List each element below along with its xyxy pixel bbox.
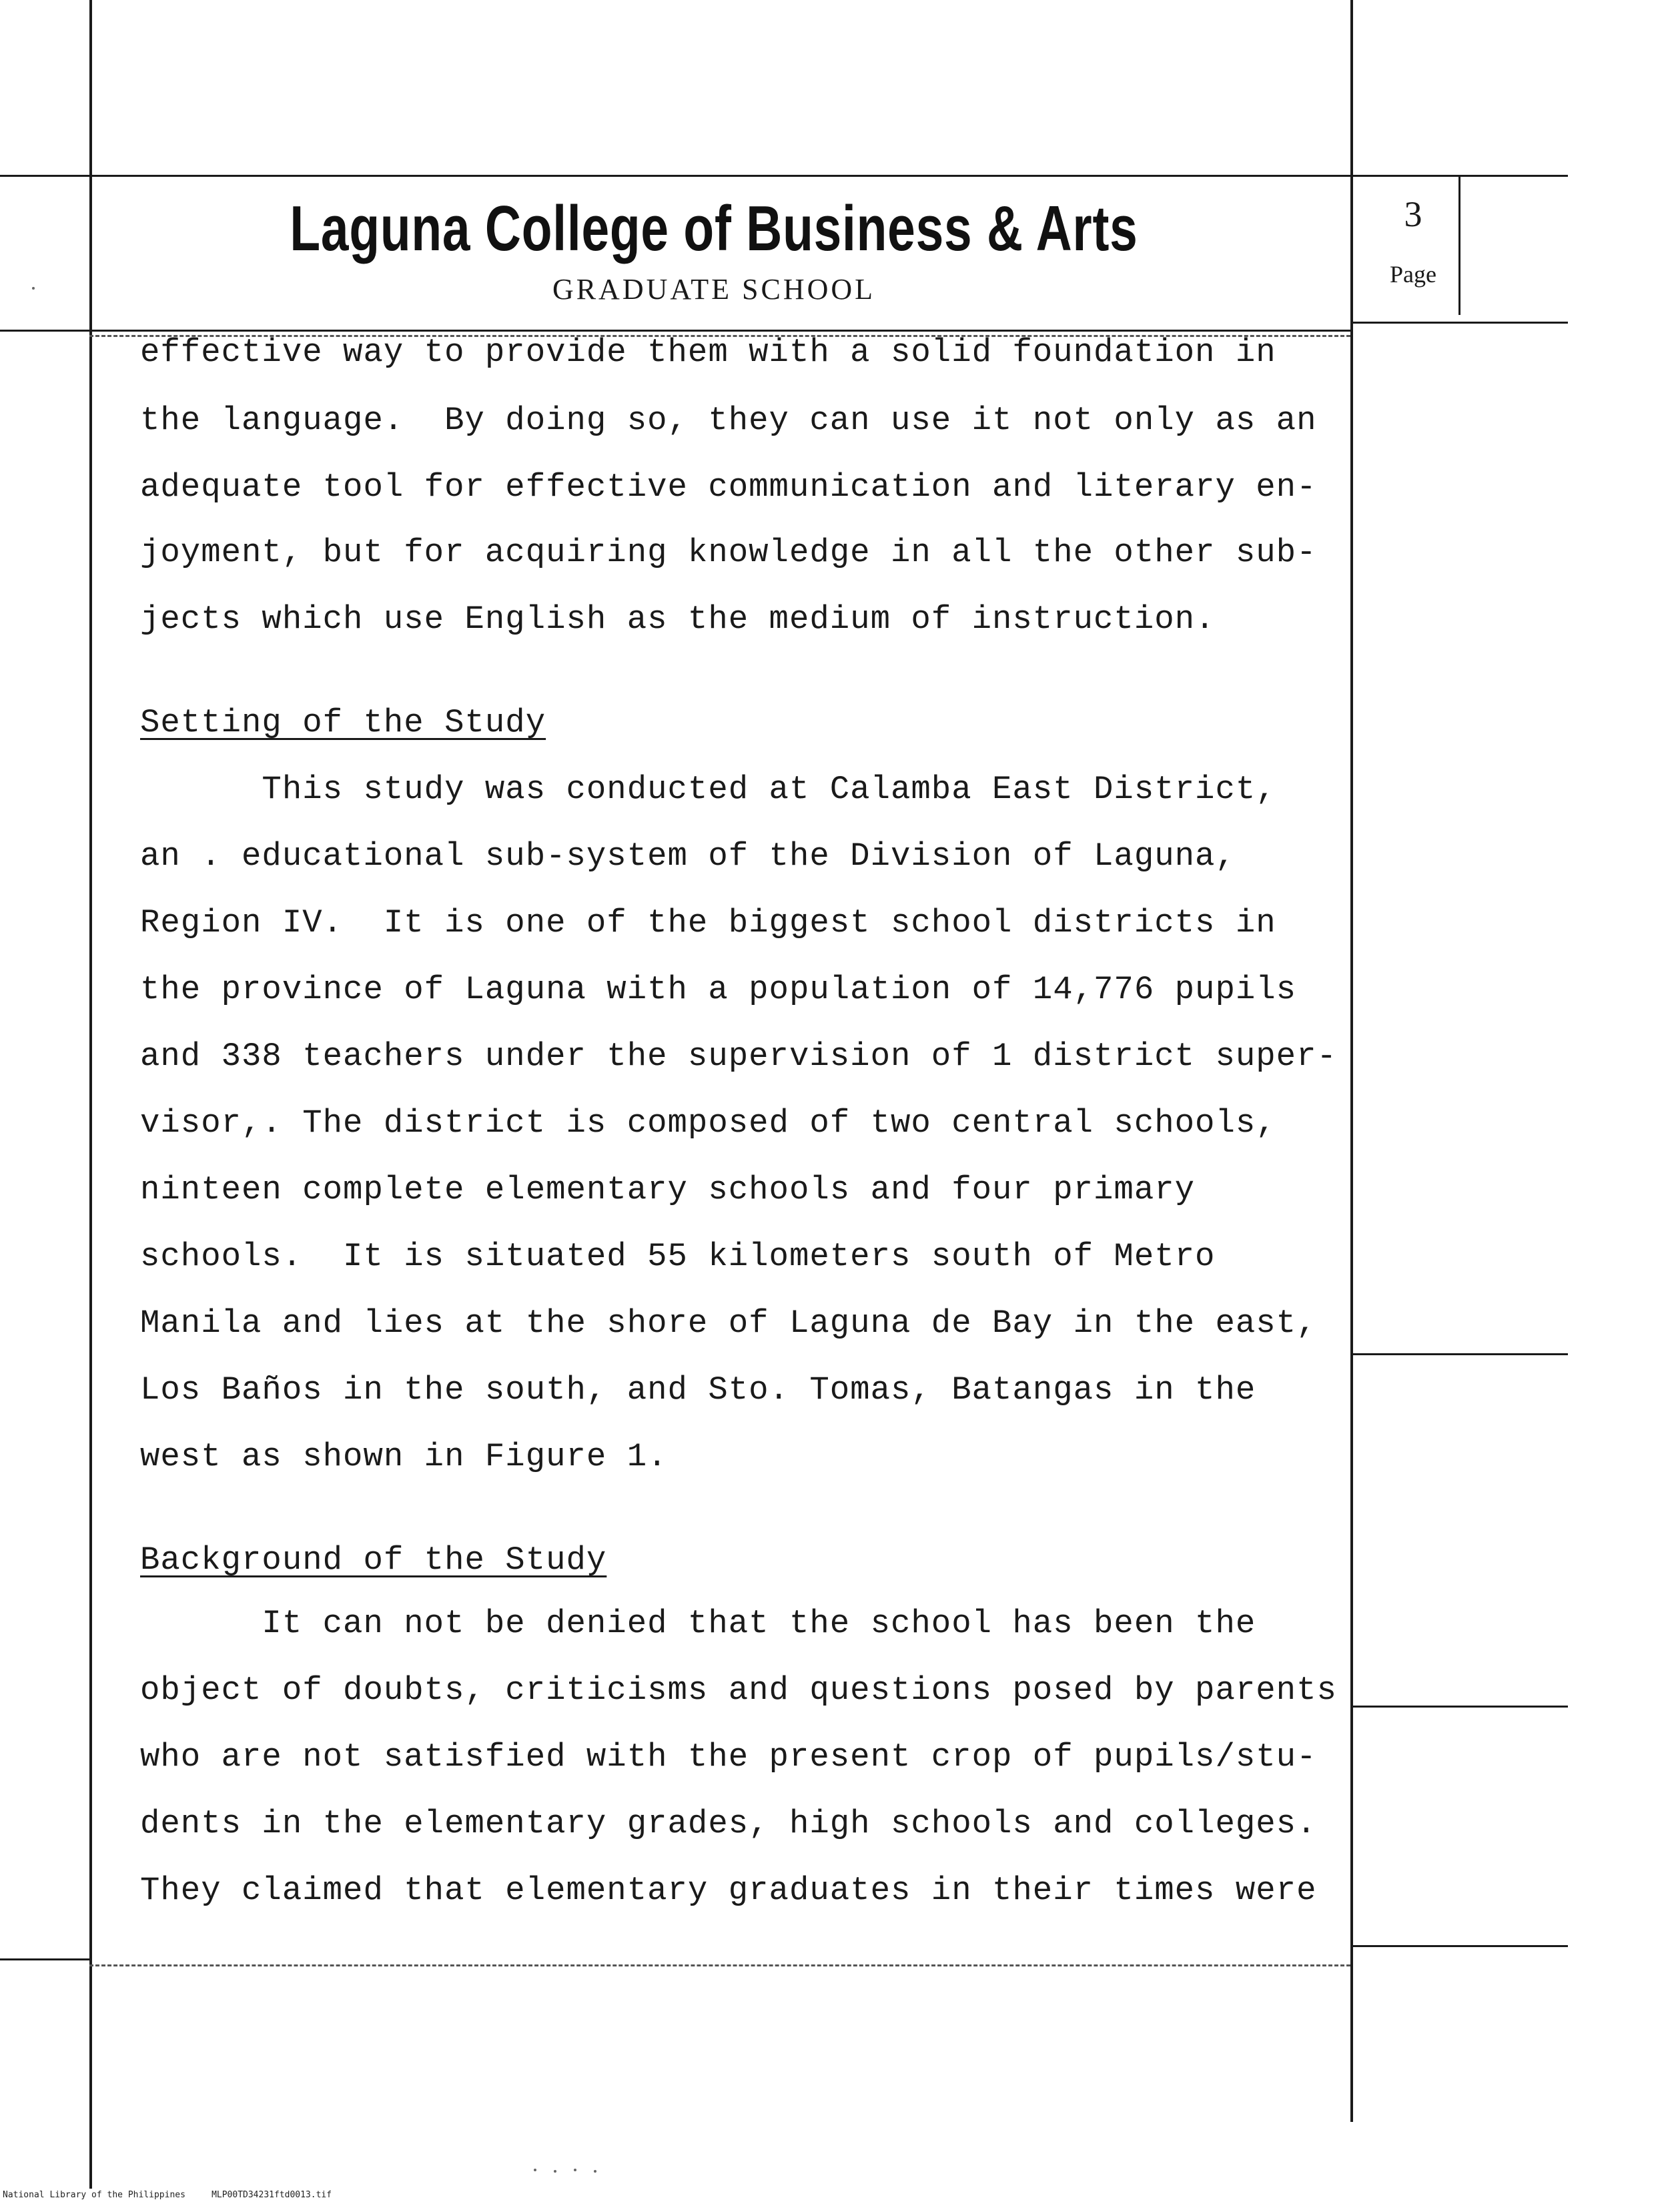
page-box-rule: [1458, 175, 1460, 315]
graduate-school-label: GRADUATE SCHOOL: [552, 273, 876, 306]
text-line: jects which use English as the medium of instruction.: [140, 601, 1216, 638]
text-line: adequate tool for effective communication and literary en-: [140, 468, 1317, 506]
footer-rule-left: [0, 1958, 89, 1960]
right-margin-rule: [1350, 0, 1353, 2122]
text-line: the language. By doing so, they can use it not only as an: [140, 402, 1317, 439]
text-line: west as shown in Figure 1.: [140, 1438, 668, 1475]
text-line: dents in the elementary grades, high schools and colleges.: [140, 1805, 1317, 1842]
left-margin-rule: [89, 0, 92, 2189]
page-number: 3: [1404, 194, 1422, 234]
right-mark-rule-2: [1353, 1706, 1568, 1708]
scan-speck: [594, 2170, 596, 2173]
archive-footer: National Library of the Philippines MLP00TD34231ftd0013.tif: [3, 2190, 332, 2200]
text-line: Manila and lies at the shore of Laguna de Bay in the east,: [140, 1305, 1317, 1342]
text-line: joyment, but for acquiring knowledge in all the other sub-: [140, 534, 1317, 571]
page-box-bottom-rule: [1353, 322, 1568, 324]
scan-speck: [574, 2169, 576, 2171]
text-line: This study was conducted at Calamba East District,: [140, 771, 1276, 808]
right-mark-rule-1: [1353, 1353, 1568, 1355]
scan-speck: [32, 287, 35, 290]
header-bottom-rule: [0, 330, 1352, 332]
text-line: Region IV. It is one of the biggest school districts in: [140, 904, 1276, 942]
text-line: Los Baños in the south, and Sto. Tomas, Batangas in the: [140, 1371, 1256, 1409]
section-heading-setting: Setting of the Study: [140, 704, 546, 741]
text-line: It can not be denied that the school has been the: [140, 1605, 1256, 1642]
text-line: object of doubts, criticisms and questions posed by parents: [140, 1672, 1337, 1709]
section-heading-background: Background of the Study: [140, 1541, 607, 1579]
header-top-rule: [0, 175, 1568, 177]
text-line: effective way to provide them with a solid foundation in: [140, 334, 1276, 371]
page-label: Page: [1390, 261, 1436, 288]
footer-dash: [89, 1964, 1350, 1966]
text-line: the province of Laguna with a population of 14,776 pupils: [140, 971, 1297, 1008]
scan-speck: [554, 2170, 556, 2173]
text-line: ninteen complete elementary schools and four primary: [140, 1171, 1196, 1208]
text-line: visor,. The district is composed of two central schools,: [140, 1104, 1276, 1142]
footer-rule-right: [1353, 1945, 1568, 1947]
text-line: They claimed that elementary graduates in their times were: [140, 1872, 1317, 1909]
scan-speck: [534, 2169, 536, 2171]
text-line: an . educational sub-system of the Division of Laguna,: [140, 837, 1236, 875]
text-line: who are not satisfied with the present crop of pupils/stu-: [140, 1738, 1317, 1776]
text-line: and 338 teachers under the supervision of 1 district super-: [140, 1038, 1337, 1075]
college-name: Laguna College of Business & Arts: [290, 193, 1138, 264]
text-line: schools. It is situated 55 kilometers south of Metro: [140, 1238, 1216, 1275]
